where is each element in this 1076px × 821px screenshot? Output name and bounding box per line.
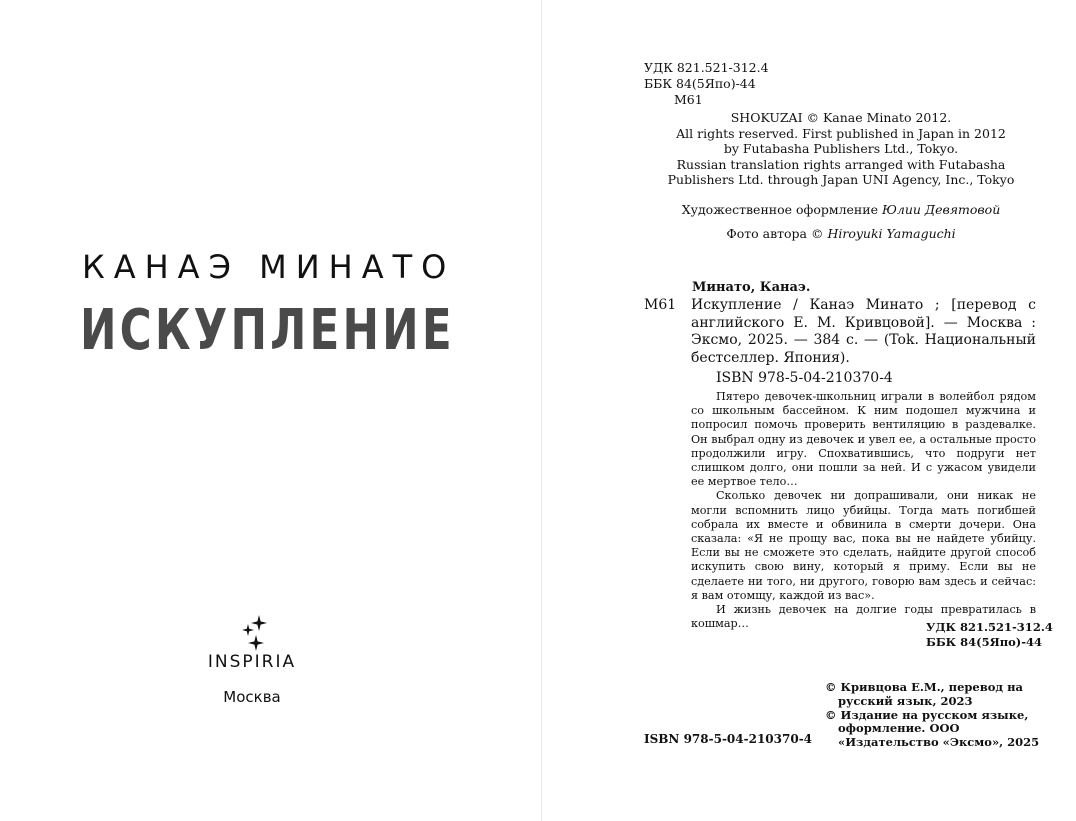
edition-copyright-line: © Издание на русском языке, оформление. ООО «Издательство «Эксмо», 2025 [825,707,1040,750]
publisher-city: Москва [223,688,281,706]
book-title: ИСКУПЛЕНИЕ [80,298,455,363]
classification-codes-bold [926,620,1053,650]
publisher-logo-text: INSPIRIA [207,652,297,672]
isbn: ISBN 978-5-04-210370-4 [716,370,893,386]
photo-credit-label: Фото автора © [726,226,828,241]
annotation [691,390,1036,631]
bbk-code: ББК 84(5Япо)-44 [644,76,756,91]
annotation-paragraph: И жизнь девочек на долгие годы превратилась в кошмар… [691,603,1036,631]
copyright-line: Russian translation rights arranged with Futabasha [676,156,1006,172]
copyright-line: Publishers Ltd. through Japan UNI Agency, Inc., Tokyo [667,172,1015,187]
copyright-line: All rights reserved. First published in Japan in 2012 [676,125,1006,141]
sparkle-stars-icon [240,615,268,651]
bbk-code-bold: ББК 84(5Япо)-44 [926,635,1043,649]
page-gutter [541,0,542,821]
annotation-paragraph: Пятеро девочек-школьниц играли в волейбол рядом со школьным бассейном. К ним подошел мужчина и попросил помочь проверить вентиляцию в раздевалке. Он выбрал одну из девочек и увел ее, а остальные просто продолжили игру. Спохватившись, что подруги нет слишком долго, они пошли за ней. И с ужасом увидели ее мертвое тело… [691,390,1036,489]
copyright-line: SHOKUZAI © Kanae Minato 2012. [730,110,952,125]
biblio-code: М61 [644,297,677,313]
biblio-author: Минато, Канаэ. [692,280,811,295]
classification-codes [644,60,769,108]
copyright-line: by Futabasha Publishers Ltd., Tokyo. [723,141,959,156]
udk-code: УДК 821.521-312.4 [644,60,769,75]
author-mark: М61 [674,92,703,107]
design-credit [648,202,1034,218]
photo-credit [648,226,1034,242]
biblio-description: Искупление / Канаэ Минато ; [перевод с английского Е. М. Кривцовой]. — Москва : Эксмо, 2025. — 384 с. — (Tok. Национальный бестселлер. Япония). [691,297,1036,366]
translation-copyright: © Кривцова Е.М., перевод на русский язык, 2023 [825,680,1023,708]
author-name: КАНАЭ МИНАТО [82,248,456,286]
copyright-notice [648,110,1034,188]
design-credit-label: Художественное оформление [681,202,882,217]
design-credit-name: Юлии Девятовой [881,202,1001,217]
annotation-paragraph: Сколько девочек ни допрашивали, они никак не могли вспомнить лицо убийцы. Тогда мать погибшей собрала их вместе и обвинила в смерти дочери. Она сказала: «Я не прощу вас, пока вы не найдете убийцу. Если вы не сможете это сделать, найдите другой способ искупить свою вину, который я приму. Если вы не сделаете ни того, ни другого, говорю вам здесь и сейчас: я вам отомщу, каждой из вас». [691,489,1036,602]
udk-code-bold: УДК 821.521-312.4 [926,620,1053,634]
edition-copyright [825,681,1040,750]
isbn-bottom: ISBN 978-5-04-210370-4 [644,732,813,746]
photo-credit-name: Hiroyuki Yamaguchi [827,226,956,241]
